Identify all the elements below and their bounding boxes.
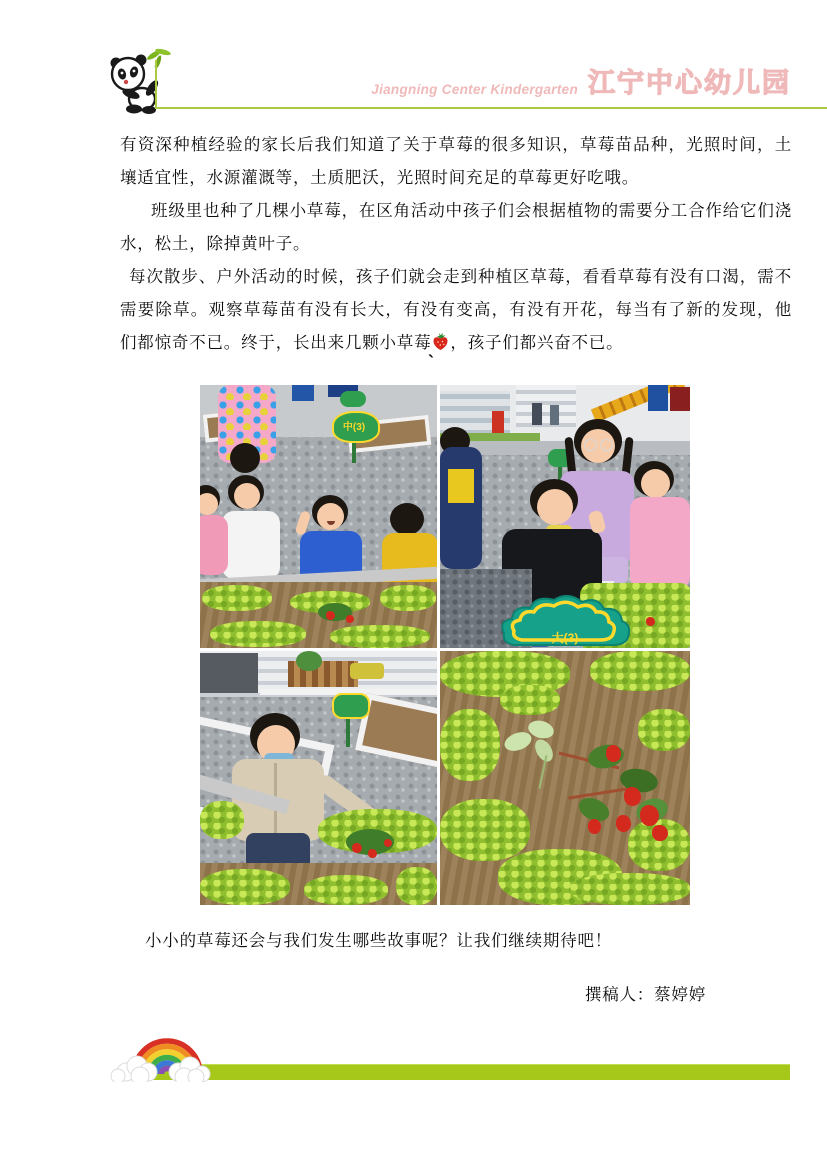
kid-hair	[230, 443, 260, 473]
photo-top-left	[200, 385, 437, 648]
kid-face	[234, 483, 260, 509]
strawberry	[640, 805, 659, 826]
class-sign-big-label: 大(3)	[551, 631, 579, 645]
strawberry	[384, 839, 392, 847]
class-sign-mid-label: 中(3)	[342, 422, 366, 433]
header	[0, 0, 827, 115]
paragraph-3-text-b: ，孩子们都兴奋不已。	[450, 333, 624, 352]
kid-pink-jacket	[200, 515, 228, 575]
kid-face	[200, 493, 218, 515]
photo-collage	[200, 385, 690, 905]
seedlings	[440, 709, 500, 781]
seedlings	[380, 585, 436, 611]
strawberry	[326, 611, 335, 620]
strawberry-emoji-icon	[432, 332, 449, 351]
header-title-group	[371, 70, 791, 97]
bamboo-leaves-icon	[146, 46, 174, 72]
strawberry	[368, 849, 377, 858]
blue-barrel	[292, 385, 314, 401]
paragraph-3-text-a: 每次散步、户外活动的时候，孩子们就会走到种植区草莓，看看草莓有没有口渴，需不需要除草。观察草莓苗有没有长大，有没有变高，有没有开花，每当有了新的发现，他们都惊奇不已。终于，长出来几颗小草莓	[120, 267, 792, 352]
kid-hair	[390, 503, 424, 535]
seedlings	[210, 621, 306, 647]
header-vertical-line	[155, 60, 157, 109]
rainbow-clouds-icon	[110, 1014, 224, 1082]
kid-white-top	[222, 511, 280, 579]
distant-kid	[532, 403, 542, 425]
strawberry	[652, 825, 668, 841]
photo-top-right	[440, 385, 690, 648]
seedlings	[570, 873, 690, 905]
paragraph-3	[120, 261, 792, 360]
yellow-bus	[350, 663, 384, 679]
stray-mark: `	[428, 352, 434, 372]
strawberry	[346, 615, 354, 623]
tree	[296, 651, 322, 671]
paragraph-1: 有资深种植经验的家长后我们知道了关于草莓的很多知识，草莓苗品种，光照时间，土壤适宜性，水源灌溉等，土质肥沃，光照时间充足的草莓更好吃哦。	[120, 135, 792, 187]
photo-bottom-right	[440, 651, 690, 905]
small-sign	[340, 391, 366, 407]
photo-bottom-left	[200, 651, 437, 905]
distant-kid	[550, 405, 559, 425]
building	[516, 385, 576, 427]
strawberry	[588, 819, 601, 834]
strawberry	[606, 745, 621, 762]
kid-face	[317, 503, 344, 530]
strawberry	[624, 787, 641, 806]
seedlings	[200, 869, 290, 905]
school-name-english: Jiangning Center Kindergarten	[371, 82, 578, 97]
distant-kid	[492, 411, 504, 433]
kid-pink-jacket	[630, 497, 690, 589]
seedlings	[330, 625, 430, 648]
small-sign	[332, 693, 370, 719]
pergola	[200, 653, 258, 693]
header-rule	[155, 107, 827, 109]
blue-barrel	[648, 385, 668, 411]
kid-face	[537, 489, 573, 525]
seedlings	[440, 799, 530, 861]
seedlings	[202, 585, 272, 611]
seedlings	[590, 651, 690, 691]
yellow-sleeve	[448, 469, 474, 503]
seedlings	[200, 801, 244, 839]
byline: 撰稿人：蔡婷婷	[584, 985, 706, 1004]
red-barrel	[670, 387, 690, 411]
seedlings	[500, 685, 560, 715]
seedlings	[396, 867, 437, 905]
kid-face	[641, 469, 670, 498]
kid-navy	[440, 447, 482, 569]
seedlings	[304, 875, 388, 905]
closing-line: 小小的草莓还会与我们发生哪些故事呢？让我们继续期待吧！	[145, 931, 613, 950]
strawberry	[352, 843, 362, 853]
paragraph-2: 班级里也种了几棵小草莓，在区角活动中孩子们会根据植物的需要分工合作给它们浇水，松土，除掉黄叶子。	[120, 201, 792, 253]
strawberry	[646, 617, 655, 626]
glasses	[584, 439, 597, 451]
seedlings	[638, 709, 690, 751]
glasses	[600, 439, 613, 451]
strawberry	[616, 815, 631, 832]
school-name-chinese: 江宁中心幼儿园	[588, 68, 791, 98]
